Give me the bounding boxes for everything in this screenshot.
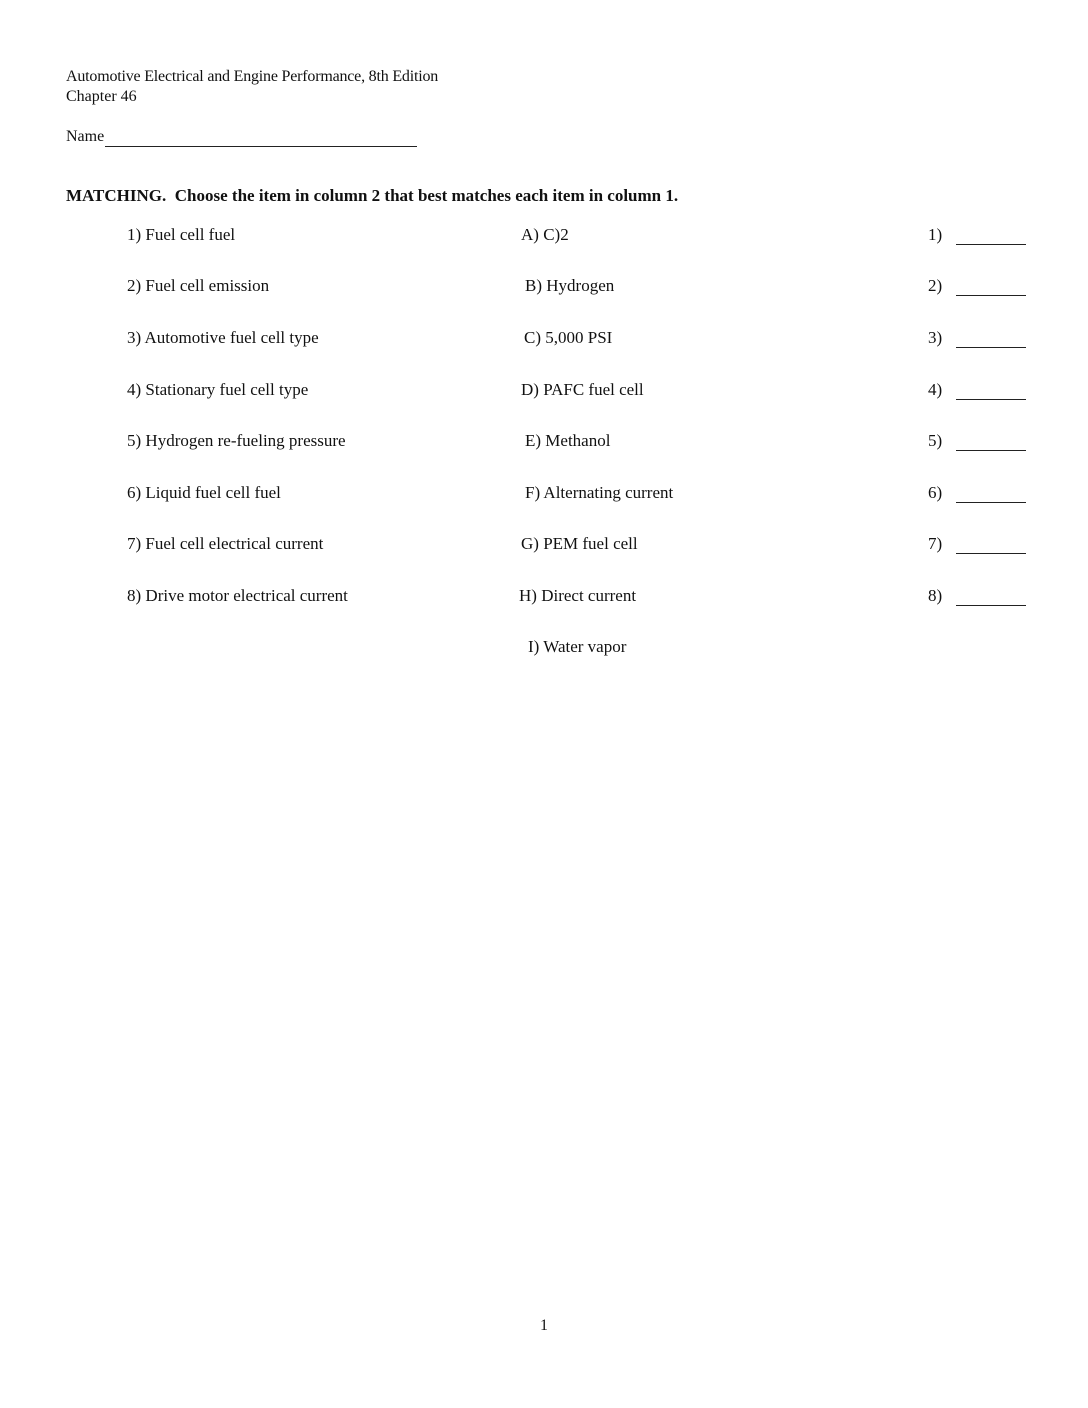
extra-choice-row (0, 636, 1088, 660)
question-row (0, 275, 1088, 299)
choice-text: F) Alternating current (525, 483, 674, 502)
choice-text: A) C)2 (521, 225, 569, 244)
question-row (0, 224, 1088, 248)
choice-text: C) 5,000 PSI (524, 328, 613, 347)
answer-number: 4) (928, 380, 943, 399)
name-label: Name (66, 128, 105, 145)
answer-blank[interactable] (956, 399, 1026, 400)
question-text: 3) Automotive fuel cell type (127, 328, 319, 347)
matching-instructions: MATCHING. Choose the item in column 2 that best matches each item in column 1. (66, 186, 679, 205)
answer-blank[interactable] (956, 605, 1026, 606)
choice-text: I) Water vapor (528, 637, 627, 656)
question-text: 6) Liquid fuel cell fuel (127, 483, 281, 502)
question-row (0, 533, 1088, 557)
question-text: 4) Stationary fuel cell type (127, 380, 309, 399)
answer-number: 7) (928, 534, 943, 553)
answer-blank[interactable] (956, 553, 1026, 554)
answer-number: 8) (928, 586, 943, 605)
question-row (0, 379, 1088, 403)
answer-number: 1) (928, 225, 943, 244)
question-row (0, 430, 1088, 454)
chapter-label: Chapter 46 (66, 88, 137, 105)
choice-text: B) Hydrogen (525, 276, 615, 295)
answer-blank[interactable] (956, 295, 1026, 296)
name-field-row (66, 125, 417, 147)
choice-text: D) PAFC fuel cell (521, 380, 644, 399)
question-text: 5) Hydrogen re-fueling pressure (127, 431, 346, 450)
answer-blank[interactable] (956, 347, 1026, 348)
question-text: 7) Fuel cell electrical current (127, 534, 324, 553)
question-row (0, 482, 1088, 506)
answer-number: 2) (928, 276, 943, 295)
answer-blank[interactable] (956, 502, 1026, 503)
choice-text: H) Direct current (519, 586, 637, 605)
question-text: 1) Fuel cell fuel (127, 225, 236, 244)
name-blank[interactable] (105, 128, 417, 147)
answer-number: 5) (928, 431, 943, 450)
answer-blank[interactable] (956, 244, 1026, 245)
choice-text: E) Methanol (525, 431, 611, 450)
page-number: 1 (540, 1317, 548, 1334)
question-row (0, 327, 1088, 351)
question-row (0, 585, 1088, 609)
choice-text: G) PEM fuel cell (521, 534, 638, 553)
answer-number: 6) (928, 483, 943, 502)
book-title: Automotive Electrical and Engine Performance, 8th Edition (66, 68, 439, 85)
answer-blank[interactable] (956, 450, 1026, 451)
answer-number: 3) (928, 328, 943, 347)
question-text: 2) Fuel cell emission (127, 276, 270, 295)
question-text: 8) Drive motor electrical current (127, 586, 348, 605)
